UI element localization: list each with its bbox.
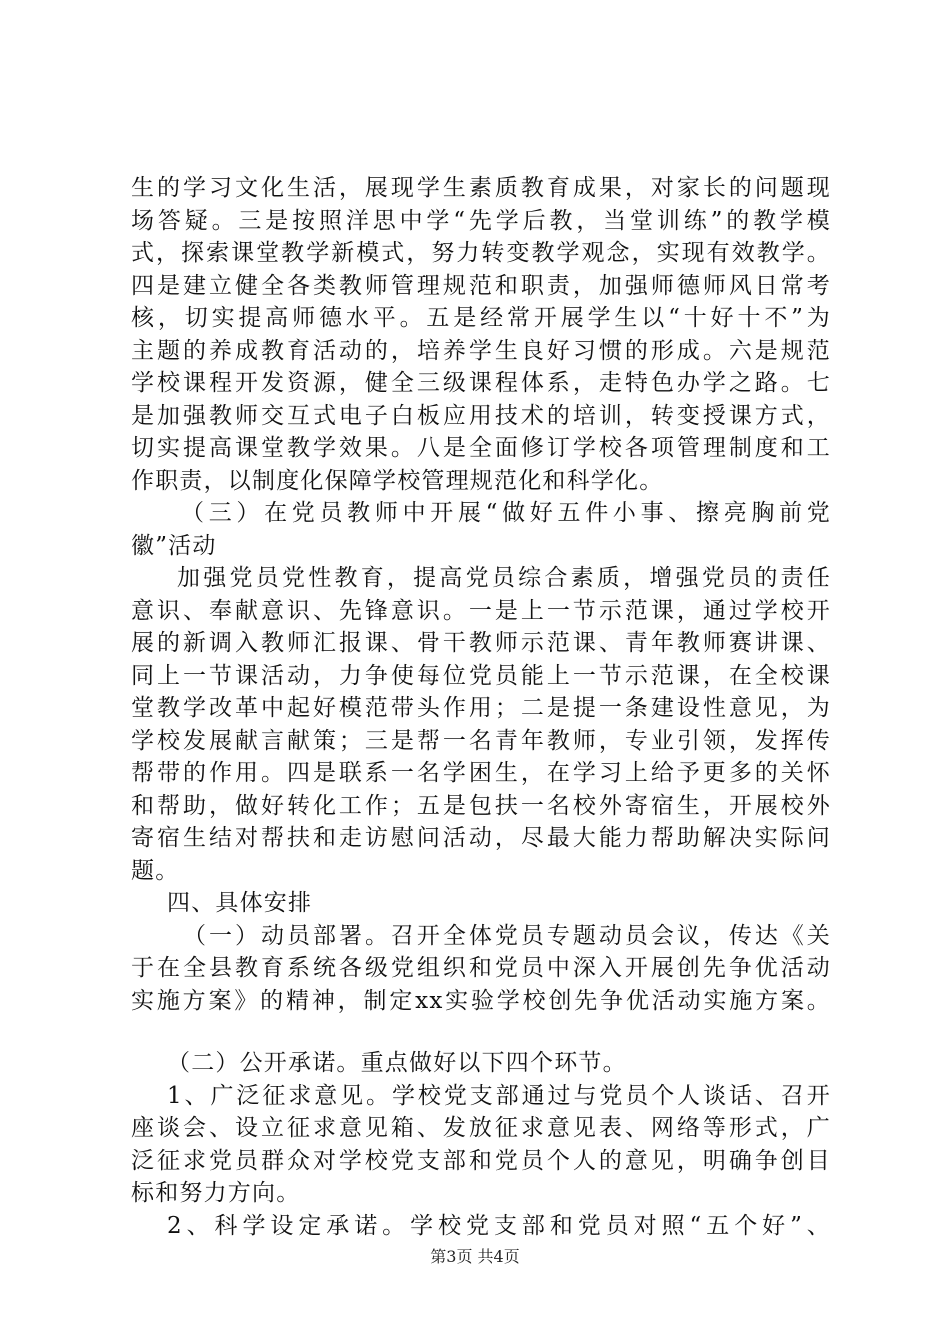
text-line: 生的学习文化生活，展现学生素质教育成果，对家长的问题现 (131, 175, 831, 201)
text-line: 同上一节课活动，力争使每位党员能上一节示范课，在全校课 (131, 662, 831, 689)
text-line: 题。 (131, 857, 180, 884)
page-number-footer: 第3页 共4页 (430, 1247, 520, 1266)
text-line: 1、广泛征求意见。学校党支部通过与党员个人谈话、召开 (167, 1082, 831, 1109)
text-line: 帮带的作用。四是联系一名学困生，在学习上给予更多的关怀 (131, 760, 831, 786)
text-line: 式，探索课堂教学新模式，努力转变教学观念，实现有效教学。 (131, 240, 831, 266)
text-line: 于在全县教育系统各级党组织和党员中深入开展创先争优活动 (131, 955, 831, 981)
item-1 (131, 920, 831, 1018)
text-line: 意识、奉献意识、先锋意识。一是上一节示范课，通过学校开 (131, 597, 831, 624)
text-line: 四是建立健全各类教师管理规范和职责，加强师德师风日常考 (131, 272, 831, 299)
heading-3 (131, 497, 831, 562)
text-line: 和帮助，做好转化工作；五是包扶一名校外寄宿生，开展校外 (131, 792, 831, 819)
text-line: 展的新调入教师汇报课、骨干教师示范课、青年教师赛讲课、 (131, 630, 831, 656)
document-body (131, 172, 831, 1242)
text-line: 主题的养成教育活动的，培养学生良好习惯的形成。六是规范 (131, 337, 831, 364)
text-line: 标和努力方向。 (131, 1180, 301, 1206)
text-line: 学校发展献言献策；三是帮一名青年教师，专业引领，发挥传 (131, 727, 831, 754)
text-line: 作职责，以制度化保障学校管理规范化和科学化。 (131, 467, 664, 494)
sub-item-2: 2、科学设定承诺。学校党支部和党员对照“五个好”、 (167, 1212, 831, 1239)
text-line: 场答疑。三是按照洋思中学“先学后教，当堂训练”的教学模 (131, 207, 831, 234)
text-line: 学校课程开发资源，健全三级课程体系，走特色办学之路。七 (131, 370, 831, 396)
paragraph-1 (131, 172, 831, 497)
text-line: 泛征求党员群众对学校党支部和党员个人的意见，明确争创目 (131, 1147, 831, 1174)
text-line: 座谈会、设立征求意见箱、发放征求意见表、网络等形式，广 (131, 1115, 831, 1141)
heading-line: 徽”活动 (131, 532, 217, 559)
text-line: （一）动员部署。召开全体党员专题动员会议，传达《关 (183, 922, 831, 949)
spacer (131, 1017, 831, 1047)
paragraph-2 (131, 562, 831, 887)
text-line: 加强党员党性教育，提高党员综合素质，增强党员的责任 (177, 565, 831, 591)
text-line: 实施方案》的精神，制定xx实验学校创先争优活动实施方案。 (131, 987, 831, 1014)
section-heading: 四、具体安排 (167, 890, 313, 916)
text-line: 堂教学改革中起好模范带头作用；二是提一条建设性意见，为 (131, 695, 831, 721)
text-line: 寄宿生结对帮扶和走访慰问活动，尽最大能力帮助解决实际问 (131, 825, 831, 851)
text-line: 核，切实提高师德水平。五是经常开展学生以“十好十不”为 (131, 305, 831, 331)
sub-item-1 (131, 1080, 831, 1210)
text-line: 是加强教师交互式电子白板应用技术的培训，转变授课方式， (131, 402, 831, 429)
text-line: 切实提高课堂教学效果。八是全面修订学校各项管理制度和工 (131, 435, 831, 461)
item-2-heading: （二）公开承诺。重点做好以下四个环节。 (167, 1050, 627, 1076)
heading-line: （三）在党员教师中开展“做好五件小事、擦亮胸前党 (181, 500, 831, 526)
